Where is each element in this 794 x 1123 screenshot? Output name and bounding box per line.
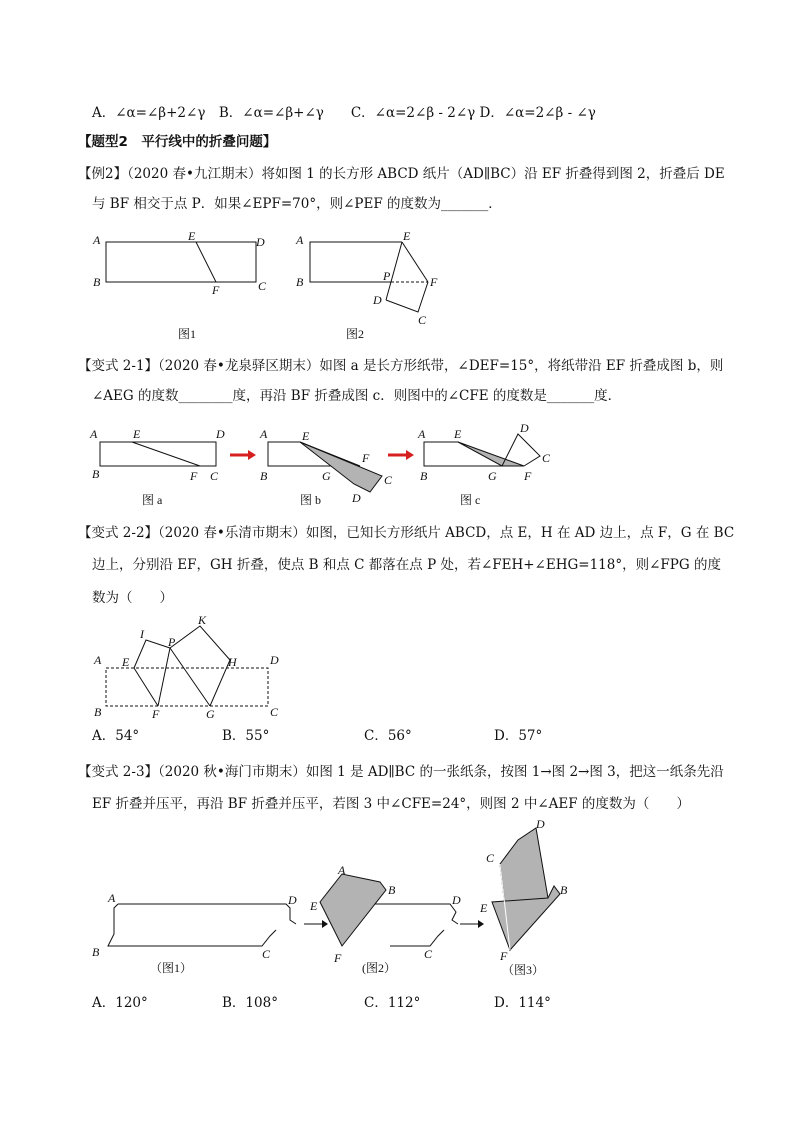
v23-line1: 【变式 2-3】（2020 秋•海门市期末）如图 1 是 AD∥BC 的一张纸条，按图 1→图 2→图 3，把这一纸条先沿	[78, 764, 724, 780]
svg-text:P: P	[168, 635, 176, 649]
svg-text:D: D	[452, 893, 461, 907]
svg-text:B: B	[94, 705, 102, 719]
v23-option-a: A．120°	[92, 995, 148, 1011]
v22-line3: 数为（ ）	[92, 590, 173, 606]
svg-text:F: F	[152, 707, 160, 720]
svg-text:C: C	[486, 851, 495, 865]
svg-text:G: G	[322, 469, 331, 483]
svg-text:C: C	[542, 451, 551, 465]
svg-text:G: G	[488, 469, 497, 483]
svg-text:D: D	[520, 424, 529, 435]
v22-option-d: D．57°	[494, 728, 543, 744]
svg-text:D: D	[270, 653, 279, 667]
v23-option-b: B．108°	[222, 995, 278, 1011]
svg-text:D: D	[373, 293, 382, 307]
svg-text:A: A	[338, 863, 346, 877]
svg-text:C: C	[384, 473, 393, 487]
v21-line2: ∠AEG 的度数________度，再沿 BF 折叠成图 c．则图中的∠CFE 的度数是_______度．	[92, 388, 622, 404]
arrow-right-icon	[478, 920, 484, 928]
v23-option-d: D．114°	[494, 995, 551, 1011]
svg-text:F: F	[524, 469, 532, 483]
figb-folded	[300, 442, 382, 492]
svg-text:F: F	[362, 451, 370, 465]
v22-option-a: A．54°	[92, 728, 140, 744]
ex2-line1: 【例2】（2020 春•九江期末）将如图 1 的长方形 ABCD 纸片（AD∥BC）沿 EF 折叠得到图 2，折叠后 DE	[78, 166, 725, 182]
svg-text:D: D	[216, 427, 225, 441]
fig1-fold-line	[196, 242, 216, 282]
svg-text:B: B	[420, 469, 428, 483]
svg-text:B: B	[92, 467, 100, 481]
v23-figures	[86, 816, 576, 982]
svg-text:K: K	[198, 614, 207, 627]
v21-line1: 【变式 2-1】（2020 春•龙泉驿区期末）如图 a 是长方形纸带，∠DEF=15°，将纸带沿 EF 折叠成图 b，则	[78, 358, 724, 374]
v23-option-c: C．112°	[364, 995, 421, 1011]
fig1-rect	[106, 242, 256, 282]
svg-text:C: C	[210, 469, 219, 483]
svg-text:A: A	[94, 653, 102, 667]
svg-text:A: A	[108, 891, 116, 905]
v22-line1: 【变式 2-2】（2020 春•乐清市期末）如图，已知长方形纸片 ABCD，点 E，H 在 AD 边上，点 F，G 在 BC	[78, 525, 735, 541]
svg-text:C: C	[418, 313, 427, 327]
svg-text:E: E	[302, 429, 310, 443]
svg-text:D: D	[256, 235, 265, 249]
figc-folded	[458, 442, 524, 466]
v23-fig1-caption: （图1）	[150, 961, 193, 975]
arrow-right-icon	[322, 920, 328, 928]
svg-text:D: D	[352, 491, 361, 505]
svg-text:E: E	[122, 655, 130, 669]
svg-text:F: F	[430, 275, 438, 289]
svg-text:E: E	[480, 901, 488, 915]
fig1-caption: 图1	[178, 327, 197, 341]
svg-text:B: B	[388, 883, 396, 897]
v22-rect	[106, 668, 268, 706]
v22-option-b: B．55°	[222, 728, 270, 744]
svg-text:D: D	[288, 893, 297, 907]
svg-text:C: C	[258, 279, 267, 293]
figa-rect	[100, 442, 216, 466]
svg-text:C: C	[262, 947, 271, 961]
figc-caption: 图 c	[460, 493, 481, 507]
svg-text:F: F	[212, 283, 220, 297]
v22-line2: 边上，分别沿 EF，GH 折叠，使点 B 和点 C 都落在点 P 处，若∠FEH+∠EHG=118°，则∠FPG 的度	[92, 557, 721, 573]
svg-text:E: E	[310, 899, 318, 913]
v22-option-c: C．56°	[364, 728, 412, 744]
svg-text:A: A	[418, 427, 426, 441]
ex2-line2: 与 BF 相交于点 P．如果∠EPF=70°，则∠PEF 的度数为_______．	[92, 196, 502, 212]
svg-text:F: F	[334, 951, 342, 965]
svg-text:P: P	[383, 269, 391, 283]
svg-text:C: C	[270, 705, 279, 719]
svg-text:H: H	[228, 655, 237, 669]
svg-text:D: D	[536, 817, 545, 831]
svg-text:F: F	[190, 469, 198, 483]
svg-text:E: E	[403, 229, 411, 243]
svg-text:E: E	[133, 427, 141, 441]
section-title: 【题型2 平行线中的折叠问题】	[78, 134, 277, 150]
svg-text:A: A	[296, 233, 304, 247]
svg-text:B: B	[260, 469, 268, 483]
svg-text:B: B	[92, 945, 100, 959]
figa-caption: 图 a	[142, 493, 163, 507]
svg-text:E: E	[188, 229, 196, 243]
svg-text:G: G	[206, 707, 215, 720]
v23-line2: EF 折叠并压平，再沿 BF 折叠并压平，若图 3 中∠CFE=24°，则图 2 中∠AEF 的度数为（ ）	[92, 796, 690, 812]
svg-text:A: A	[93, 233, 101, 247]
v22-figure	[88, 614, 298, 720]
svg-text:B: B	[93, 275, 101, 289]
q1-options: A．∠α=∠β+2∠γ B．∠α=∠β+∠γ C．∠α=2∠β - 2∠γ D．∠α=2∠β - ∠γ	[92, 105, 596, 121]
v23-fig2-caption: (图2）	[362, 961, 396, 975]
v23-fig3-caption: （图3）	[502, 963, 545, 977]
svg-text:B: B	[560, 883, 568, 897]
arrow-right-icon	[406, 450, 414, 460]
svg-text:I: I	[140, 627, 144, 641]
svg-text:A: A	[260, 427, 268, 441]
svg-text:F: F	[500, 949, 508, 963]
svg-text:C: C	[424, 947, 433, 961]
fig2-caption: 图2	[346, 327, 365, 341]
v23-fig2-folded	[320, 874, 386, 946]
figb-caption: 图 b	[300, 493, 322, 507]
arrow-right-icon	[248, 450, 256, 460]
svg-text:B: B	[296, 275, 304, 289]
svg-text:A: A	[90, 427, 98, 441]
v21-figures	[88, 424, 558, 512]
ex2-figures	[88, 228, 468, 346]
svg-text:E: E	[454, 427, 462, 441]
